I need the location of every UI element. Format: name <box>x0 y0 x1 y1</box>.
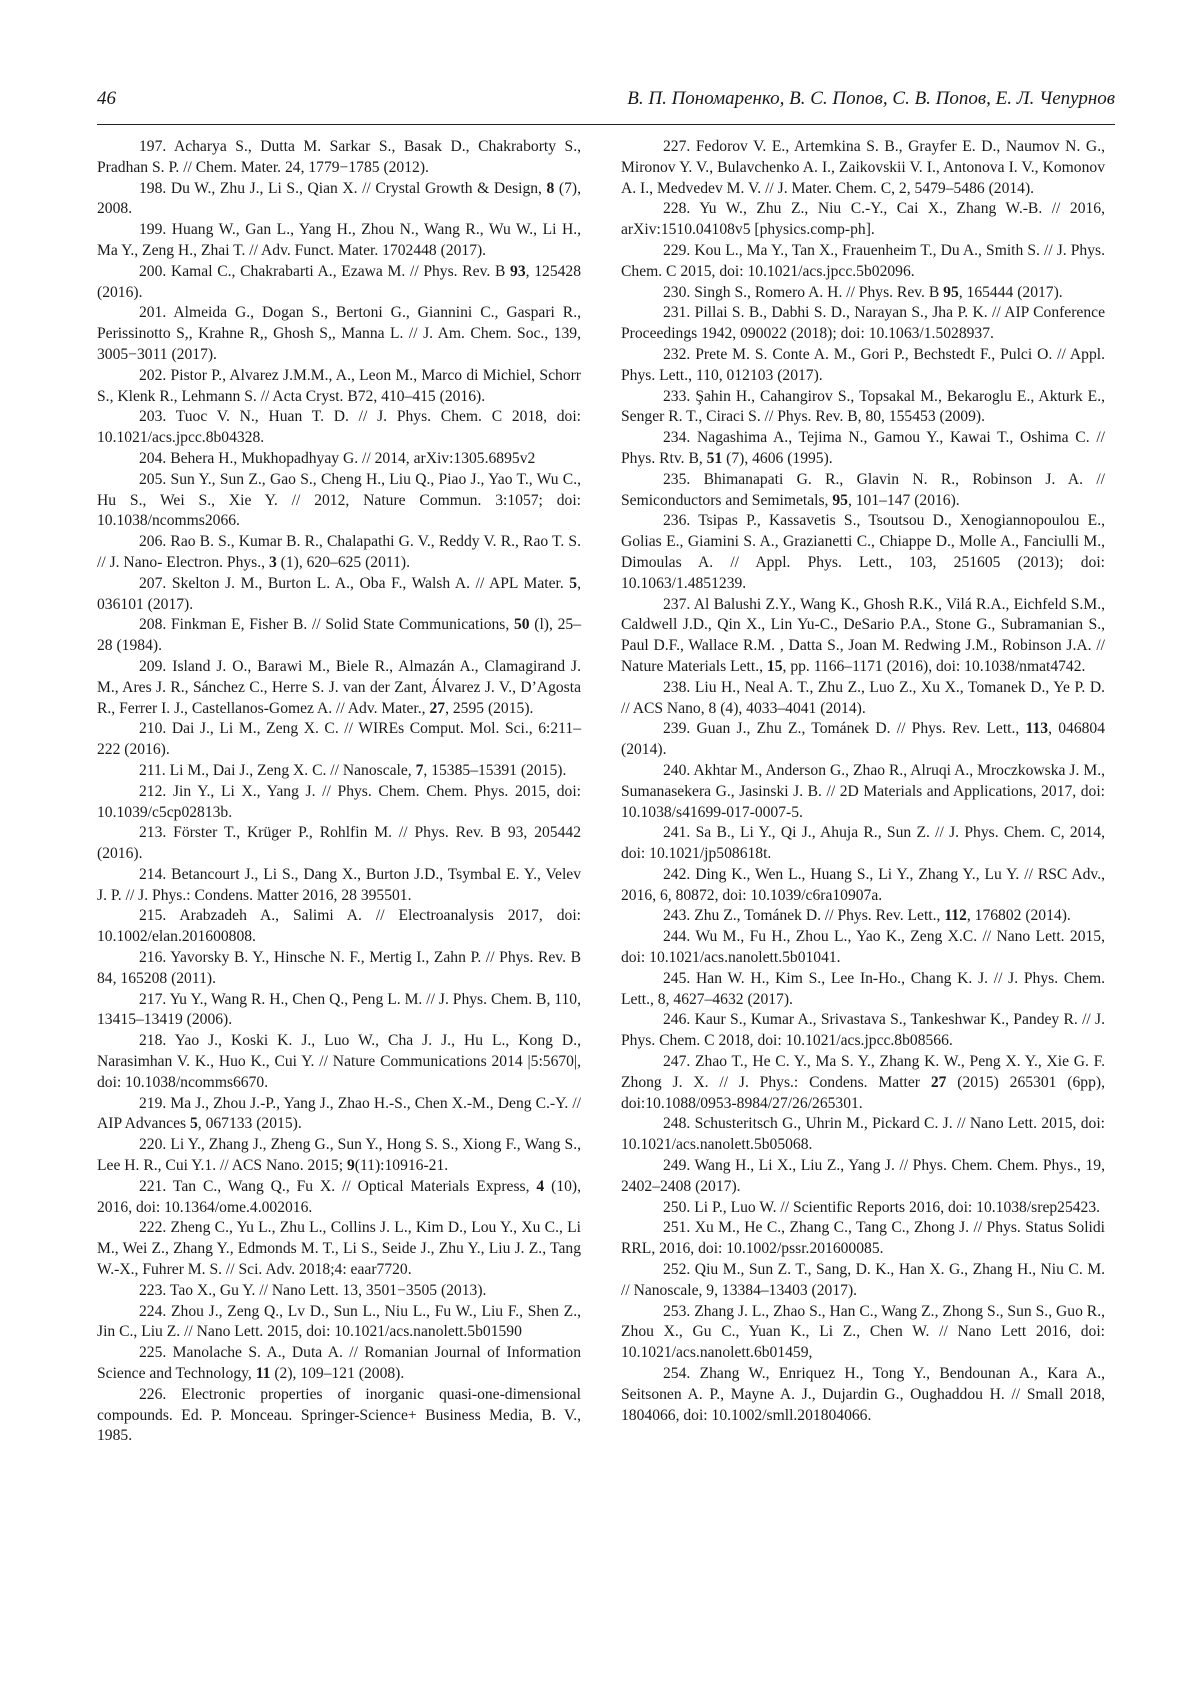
reference-volume: 112 <box>944 907 967 924</box>
reference-text: , 176802 (2014). <box>967 907 1071 924</box>
reference-entry <box>97 948 581 990</box>
reference-volume: 27 <box>429 700 445 717</box>
reference-entry <box>97 220 581 262</box>
reference-entry <box>97 137 581 179</box>
reference-text: 245. Han W. H., Kim S., Lee In-Ho., Chang K. J. // J. Phys. Chem. Lett., 8, 4627–4632 (2017). <box>621 970 1105 1008</box>
reference-text: 206. Rao B. S., Kumar B. R., Chalapathi G. V., Reddy V. R., Rao T. S. // J. Nano- Electron. Phys., <box>97 533 581 571</box>
reference-entry <box>97 1218 581 1280</box>
reference-text: (2), 109–121 (2008). <box>270 1365 404 1382</box>
reference-text: 207. Skelton J. M., Burton L. A., Oba F., Walsh A. // APL Mater. <box>139 575 569 592</box>
running-title: В. П. Пономаренко, В. С. Попов, С. В. Попов, Е. Л. Чепурнов <box>627 88 1115 110</box>
reference-entry <box>621 241 1105 283</box>
reference-text: 197. Acharya S., Dutta M. Sarkar S., Basak D., Chakraborty S., Pradhan S. P. // Chem. Mater. 24, 1779−1785 (2012). <box>97 138 581 176</box>
reference-text: 227. Fedorov V. E., Artemkina S. B., Grayfer E. D., Naumov N. G., Mironov Y. V., Bulavchenko A. I., Zaikovskii V. I., Antonova I. V., Komonov A. I., Medvedev M. V. // J. Mater. Chem. C, 2, 5479–5486 (2014). <box>621 138 1105 197</box>
reference-entry <box>621 927 1105 969</box>
reference-entry <box>97 470 581 532</box>
reference-text: 203. Tuoc V. N., Huan T. D. // J. Phys. Chem. C 2018, doi: 10.1021/acs.jpcc.8b04328. <box>97 408 581 446</box>
reference-text: (l), 25–28 (1984). <box>97 616 581 654</box>
reference-text: 205. Sun Y., Sun Z., Gao S., Cheng H., Liu Q., Piao J., Yao T., Wu C., Hu S., Wei S., Xie Y. // 2012, Nature Commun. 3:1057; doi: 10.1038/ncomms2066. <box>97 471 581 530</box>
reference-volume: 11 <box>256 1365 271 1382</box>
reference-text: 223. Tao X., Gu Y. // Nano Lett. 13, 3501−3505 (2013). <box>139 1282 486 1299</box>
reference-entry <box>97 1302 581 1344</box>
reference-text: 252. Qiu M., Sun Z. T., Sang, D. K., Han X. G., Zhang H., Niu C. M. // Nanoscale, 9, 13384–13403 (2017). <box>621 1261 1105 1299</box>
reference-text: 221. Tan C., Wang Q., Fu X. // Optical Materials Express, <box>139 1178 536 1195</box>
reference-text: 209. Island J. O., Barawi M., Biele R., Almazán A., Clamagirand J. M., Ares J. R., Sánchez C., Herre S. J. van der Zant, Álvarez J. V., D’Agosta R., Ferrer I. J., Castellanos-Gomez A. // Adv. Mater., <box>97 658 581 717</box>
reference-text: 249. Wang H., Li X., Liu Z., Yang J. // Phys. Chem. Chem. Phys., 19, 2402–2408 (2017). <box>621 1157 1105 1195</box>
reference-entry <box>97 782 581 824</box>
reference-entry <box>621 865 1105 907</box>
reference-text: 230. Singh S., Romero A. H. // Phys. Rev. B <box>663 284 943 301</box>
reference-entry <box>621 1364 1105 1426</box>
reference-entry <box>97 1031 581 1093</box>
reference-entry <box>621 1114 1105 1156</box>
references-column-left <box>97 137 581 1447</box>
reference-volume: 113 <box>1026 720 1049 737</box>
reference-text: , 046804 (2014). <box>621 720 1105 758</box>
reference-text: , 2595 (2015). <box>445 700 533 717</box>
reference-entry <box>621 1260 1105 1302</box>
reference-entry <box>621 823 1105 865</box>
reference-text: 243. Zhu Z., Tománek D. // Phys. Rev. Lett., <box>663 907 944 924</box>
reference-text: , 036101 (2017). <box>97 575 581 613</box>
header-rule <box>97 124 1115 125</box>
reference-text: 224. Zhou J., Zeng Q., Lv D., Sun L., Niu L., Fu W., Liu F., Shen Z., Jin C., Liu Z. // Nano Lett. 2015, doi: 10.1021/acs.nanolett.5b01590 <box>97 1303 581 1341</box>
reference-entry <box>97 179 581 221</box>
reference-text: 234. Nagashima A., Tejima N., Gamou Y., Kawai T., Oshima C. // Phys. Rtv. B, <box>621 429 1105 467</box>
reference-entry <box>97 303 581 365</box>
reference-volume: 95 <box>832 492 848 509</box>
reference-entry <box>97 657 581 719</box>
reference-volume: 27 <box>931 1074 947 1091</box>
reference-entry <box>97 1177 581 1219</box>
reference-text: 237. Al Balushi Z.Y., Wang K., Ghosh R.K., Vilá R.A., Eichfeld S.M., Caldwell J.D., Qin X., Lin Yu-C., DeSario P.A., Stone G., Subramanian S., Paul D.F., Wallace R.M. , Datta S., Joan M. Redwing J.M., Robinson J.A. // Nature Materials Lett., <box>621 596 1105 675</box>
reference-text: 233. Şahin H., Cahangirov S., Topsakal M., Bekaroglu E., Akturk E., Senger R. T., Ciraci S. // Phys. Rev. B, 80, 155453 (2009). <box>621 388 1105 426</box>
reference-text: 236. Tsipas P., Kassavetis S., Tsoutsou D., Xenogiannopoulou E., Golias E., Giamini S. A., Grazianetti C., Chiappe D., Molle A., Fanciulli M., Dimoulas A. // Appl. Phys. Lett., 103, 251605 (2013); doi: 10.1063/1.4851239. <box>621 512 1105 591</box>
reference-volume: 3 <box>269 554 277 571</box>
reference-text: 218. Yao J., Koski K. J., Luo W., Cha J. J., Hu L., Kong D., Narasimhan V. K., Huo K., Cui Y. // Nature Communications 2014 |5:5670|, doi: 10.1038/ncomms6670. <box>97 1032 581 1091</box>
reference-entry <box>621 470 1105 512</box>
reference-text: 202. Pistor P., Alvarez J.M.M., A., Leon M., Marco di Michiel, Schorr S., Klenk R., Lehmann S. // Acta Cryst. B72, 410–415 (2016). <box>97 367 581 405</box>
reference-text: 250. Li P., Luo W. // Scientific Reports 2016, doi: 10.1038/srep25423. <box>663 1199 1100 1216</box>
reference-entry <box>621 1218 1105 1260</box>
reference-entry <box>621 283 1105 304</box>
reference-entry <box>621 969 1105 1011</box>
reference-text: 210. Dai J., Li M., Zeng X. C. // WIREs Comput. Mol. Sci., 6:211–222 (2016). <box>97 720 581 758</box>
reference-text: 199. Huang W., Gan L., Yang H., Zhou N., Wang R., Wu W., Li H., Ma Y., Zeng H., Zhai T. // Adv. Funct. Mater. 1702448 (2017). <box>97 221 581 259</box>
reference-text: 200. Kamal C., Chakrabarti A., Ezawa M. // Phys. Rev. B <box>139 263 510 280</box>
reference-volume: 50 <box>514 616 530 633</box>
reference-text: 238. Liu H., Neal A. T., Zhu Z., Luo Z., Xu X., Tomanek D., Ye P. D. // ACS Nano, 8 (4), 4033–4041 (2014). <box>621 679 1105 717</box>
reference-text: 217. Yu Y., Wang R. H., Chen Q., Peng L. M. // J. Phys. Chem. B, 110, 13415–13419 (2006). <box>97 991 581 1029</box>
reference-text: 231. Pillai S. B., Dabhi S. D., Narayan S., Jha P. K. // AIP Conference Proceedings 1942, 090022 (2018); doi: 10.1063/1.5028937. <box>621 304 1105 342</box>
reference-entry <box>97 1343 581 1385</box>
reference-text: , 125428 (2016). <box>97 263 581 301</box>
reference-entry <box>97 865 581 907</box>
reference-text: , 067133 (2015). <box>198 1115 302 1132</box>
reference-entry <box>621 761 1105 823</box>
reference-text: , 101–147 (2016). <box>848 492 960 509</box>
reference-volume: 93 <box>510 263 526 280</box>
reference-entry <box>621 511 1105 594</box>
reference-text: 201. Almeida G., Dogan S., Bertoni G., Giannini C., Gaspari R., Perissinotto S,, Krahne R,, Ghosh S,, Manna L. // J. Am. Chem. Soc., 139, 3005−3011 (2017). <box>97 304 581 363</box>
reference-entry <box>621 1156 1105 1198</box>
reference-text: 228. Yu W., Zhu Z., Niu C.-Y., Cai X., Zhang W.-B. // 2016, arXiv:1510.04108v5 [physics.comp-ph]. <box>621 200 1105 238</box>
reference-text: 241. Sa B., Li Y., Qi J., Ahuja R., Sun Z. // J. Phys. Chem. C, 2014, doi: 10.1021/jp508618t. <box>621 824 1105 862</box>
reference-entry <box>621 137 1105 199</box>
reference-text: 247. Zhao T., He C. Y., Ma S. Y., Zhang K. W., Peng X. Y., Xie G. F. Zhong J. X. // J. Phys.: Condens. Matter <box>621 1053 1105 1091</box>
reference-entry <box>97 823 581 865</box>
reference-text: (1), 620–625 (2011). <box>277 554 410 571</box>
reference-entry <box>97 615 581 657</box>
reference-entry <box>97 262 581 304</box>
reference-text: 232. Prete M. S. Conte A. M., Gori P., Bechstedt F., Pulci O. // Appl. Phys. Lett., 110, 012103 (2017). <box>621 346 1105 384</box>
reference-entry <box>97 990 581 1032</box>
reference-entry <box>97 366 581 408</box>
reference-text: 198. Du W., Zhu J., Li S., Qian X. // Crystal Growth & Design, <box>139 180 547 197</box>
reference-text: 244. Wu M., Fu H., Zhou L., Yao K., Zeng X.C. // Nano Lett. 2015, doi: 10.1021/acs.nanolett.5b01041. <box>621 928 1105 966</box>
page-number: 46 <box>97 88 116 110</box>
reference-entry <box>621 719 1105 761</box>
reference-entry <box>621 1198 1105 1219</box>
reference-text: 235. Bhimanapati G. R., Glavin N. R., Robinson J. A. // Semiconductors and Semimetals, <box>621 471 1105 509</box>
reference-text: 220. Li Y., Zhang J., Zheng G., Sun Y., Hong S. S., Xiong F., Wang S., Lee H. R., Cui Y.1. // ACS Nano. 2015; <box>97 1136 581 1174</box>
reference-entry <box>97 1281 581 1302</box>
reference-text: 246. Kaur S., Kumar A., Srivastava S., Tankeshwar K., Pandey R. // J. Phys. Chem. C 2018, doi: 10.1021/acs.jpcc.8b08566. <box>621 1011 1105 1049</box>
reference-text: (11):10916-21. <box>355 1157 448 1174</box>
reference-volume: 95 <box>943 284 959 301</box>
reference-volume: 15 <box>767 658 783 675</box>
reference-entry <box>621 428 1105 470</box>
page-header <box>97 88 1115 118</box>
reference-entry <box>621 303 1105 345</box>
reference-volume: 4 <box>536 1178 544 1195</box>
reference-text: 219. Ma J., Zhou J.-P., Yang J., Zhao H.-S., Chen X.-M., Deng C.-Y. // AIP Advances <box>97 1095 581 1133</box>
reference-text: 240. Akhtar M., Anderson G., Zhao R., Alruqi A., Mroczkowska J. M., Sumanasekera G., Jasinski J. B. // 2D Materials and Applications, 2017, doi: 10.1038/s41699-017-0007-5. <box>621 762 1105 821</box>
reference-volume: 7 <box>416 762 424 779</box>
reference-entry <box>97 719 581 761</box>
reference-text: 213. Förster T., Krüger P., Rohlfin M. // Phys. Rev. B 93, 205442 (2016). <box>97 824 581 862</box>
reference-text: (10), 2016, doi: 10.1364/ome.4.002016. <box>97 1178 581 1216</box>
reference-text: 215. Arabzadeh A., Salimi A. // Electroanalysis 2017, doi: 10.1002/elan.201600808. <box>97 907 581 945</box>
reference-text: 225. Manolache S. A., Duta A. // Romanian Journal of Information Science and Technology, <box>97 1344 581 1382</box>
reference-text: , 15385–15391 (2015). <box>423 762 566 779</box>
reference-text: 248. Schusteritsch G., Uhrin M., Pickard C. J. // Nano Lett. 2015, doi: 10.1021/acs.nanolett.5b05068. <box>621 1115 1105 1153</box>
reference-text: 239. Guan J., Zhu Z., Tománek D. // Phys. Rev. Lett., <box>663 720 1026 737</box>
reference-entry <box>621 199 1105 241</box>
reference-entry <box>621 1302 1105 1364</box>
reference-text: 204. Behera H., Mukhopadhyay G. // 2014, arXiv:1305.6895v2 <box>139 450 535 467</box>
reference-entry <box>97 761 581 782</box>
reference-entry <box>97 906 581 948</box>
reference-text: (2015) 265301 (6pp), doi:10.1088/0953-8984/27/26/265301. <box>621 1074 1105 1112</box>
reference-entry <box>97 449 581 470</box>
reference-entry <box>97 1385 581 1447</box>
reference-text: 211. Li M., Dai J., Zeng X. C. // Nanoscale, <box>139 762 416 779</box>
reference-text: 214. Betancourt J., Li S., Dang X., Burton J.D., Tsymbal E. Y., Velev J. P. // J. Phys.: Condens. Matter 2016, 28 395501. <box>97 866 581 904</box>
reference-volume: 5 <box>190 1115 198 1132</box>
reference-text: 242. Ding K., Wen L., Huang S., Li Y., Zhang Y., Lu Y. // RSC Adv., 2016, 6, 80872, doi: 10.1039/c6ra10907a. <box>621 866 1105 904</box>
reference-entry <box>97 1094 581 1136</box>
reference-volume: 5 <box>569 575 577 592</box>
reference-text: 253. Zhang J. L., Zhao S., Han C., Wang Z., Zhong S., Sun S., Guo R., Zhou X., Gu C., Yuan K., Li Z., Chen W. // Nano Lett 2016, doi: 10.1021/acs.nanolett.6b01459, <box>621 1303 1105 1362</box>
reference-text: 216. Yavorsky B. Y., Hinsche N. F., Mertig I., Zahn P. // Phys. Rev. B 84, 165208 (2011). <box>97 949 581 987</box>
reference-text: , 165444 (2017). <box>959 284 1063 301</box>
references-column-right <box>621 137 1105 1426</box>
reference-entry <box>621 906 1105 927</box>
reference-entry <box>621 345 1105 387</box>
reference-text: 251. Xu M., He C., Zhang C., Tang C., Zhong J. // Phys. Status Solidi RRL, 2016, doi: 10.1002/pssr.201600085. <box>621 1219 1105 1257</box>
reference-text: (7), 4606 (1995). <box>722 450 832 467</box>
reference-entry <box>97 1135 581 1177</box>
reference-text: (7), 2008. <box>97 180 581 218</box>
reference-entry <box>97 532 581 574</box>
reference-entry <box>621 595 1105 678</box>
reference-text: 208. Finkman E, Fisher B. // Solid State Communications, <box>139 616 514 633</box>
reference-text: , pp. 1166–1171 (2016), doi: 10.1038/nmat4742. <box>783 658 1086 675</box>
reference-text: 222. Zheng C., Yu L., Zhu L., Collins J. L., Kim D., Lou Y., Xu C., Li M., Wei Z., Zhang Y., Edmonds M. T., Li S., Seide J., Zhu Y., Liu J. Z., Tang W.-X., Fuhrer M. S. // Sci. Adv. 2018;4: eaar7720. <box>97 1219 581 1278</box>
reference-text: 226. Electronic properties of inorganic quasi-one-dimensional compounds. Ed. P. Monceau. Springer-Science+ Business Media, B. V., 1985. <box>97 1386 581 1445</box>
reference-entry <box>621 678 1105 720</box>
reference-entry <box>97 574 581 616</box>
reference-text: 212. Jin Y., Li X., Yang J. // Phys. Chem. Chem. Phys. 2015, doi: 10.1039/c5cp02813b. <box>97 783 581 821</box>
reference-entry <box>621 387 1105 429</box>
reference-entry <box>621 1010 1105 1052</box>
reference-volume: 51 <box>707 450 723 467</box>
reference-text: 229. Kou L., Ma Y., Tan X., Frauenheim T., Du A., Smith S. // J. Phys. Chem. C 2015, doi: 10.1021/acs.jpcc.5b02096. <box>621 242 1105 280</box>
reference-volume: 9 <box>347 1157 355 1174</box>
reference-entry <box>621 1052 1105 1114</box>
reference-text: 254. Zhang W., Enriquez H., Tong Y., Bendounan A., Kara A., Seitsonen A. P., Mayne A. J., Dujardin G., Oughaddou H. // Small 2018, 1804066, doi: 10.1002/smll.201804066. <box>621 1365 1105 1424</box>
reference-entry <box>97 407 581 449</box>
reference-volume: 8 <box>547 180 555 197</box>
